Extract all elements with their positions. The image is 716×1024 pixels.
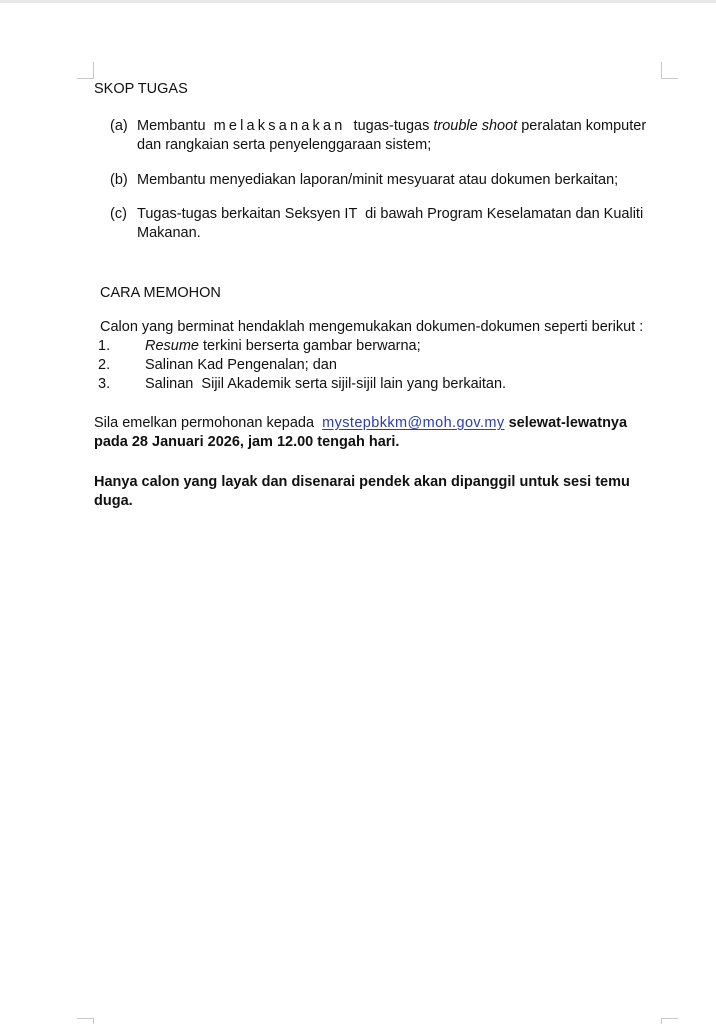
list-text-italic: Resume bbox=[145, 338, 199, 354]
apply-text: Sila emelkan permohonan kepada bbox=[94, 415, 315, 431]
item-line: Membantu menyediakan laporan/minit mesyuarat atau dokumen berkaitan; bbox=[137, 172, 619, 188]
apply-line-1 bbox=[94, 414, 627, 432]
cara-intro: Calon yang berminat hendaklah mengemukakan dokumen-dokumen seperti berikut : bbox=[100, 319, 644, 335]
list-text: Salinan Sijil Akademik serta sijil-sijil lain yang berkaitan. bbox=[145, 376, 507, 392]
item-text: Membantu bbox=[137, 118, 206, 134]
top-edge bbox=[0, 0, 716, 3]
apply-deadline: pada 28 Januari 2026, jam 12.00 tengah hari. bbox=[94, 434, 400, 450]
item-text: tugas-tugas bbox=[353, 118, 430, 134]
margin-corner-mark-bottom-left bbox=[77, 1018, 94, 1024]
skop-heading: SKOP TUGAS bbox=[94, 81, 188, 97]
item-text-italic: trouble shoot bbox=[433, 118, 518, 134]
list-number: 2. bbox=[98, 357, 111, 373]
item-text: peralatan komputer bbox=[521, 118, 647, 134]
shortlist-note-line-1: Hanya calon yang layak dan disenarai pendek akan dipanggil untuk sesi temu bbox=[94, 474, 630, 490]
margin-corner-mark-top-right bbox=[661, 62, 678, 79]
item-text-spaced: melaksanakan bbox=[213, 118, 346, 134]
margin-corner-mark-bottom-right bbox=[661, 1018, 678, 1024]
list-text bbox=[145, 337, 421, 355]
item-line: dan rangkaian serta penyelenggaraan sistem; bbox=[137, 137, 432, 153]
shortlist-note-line-2: duga. bbox=[94, 493, 133, 509]
item-marker: (c) bbox=[110, 206, 127, 222]
item-marker: (a) bbox=[110, 118, 128, 134]
item-marker: (b) bbox=[110, 172, 128, 188]
list-text: Salinan Kad Pengenalan; dan bbox=[145, 357, 337, 373]
item-line: Tugas-tugas berkaitan Seksyen IT di bawah Program Keselamatan dan Kualiti bbox=[137, 206, 644, 222]
list-number: 1. bbox=[98, 338, 111, 354]
item-line: Makanan. bbox=[137, 225, 201, 241]
margin-corner-mark-top-left bbox=[77, 62, 94, 79]
item-line bbox=[137, 117, 646, 135]
list-text-rest: terkini berserta gambar berwarna; bbox=[203, 338, 421, 354]
apply-deadline-text: selewat-lewatnya bbox=[508, 415, 628, 431]
email-link[interactable]: mystepbkkm@moh.gov.my bbox=[322, 415, 505, 431]
cara-heading: CARA MEMOHON bbox=[100, 285, 221, 301]
list-number: 3. bbox=[98, 376, 111, 392]
